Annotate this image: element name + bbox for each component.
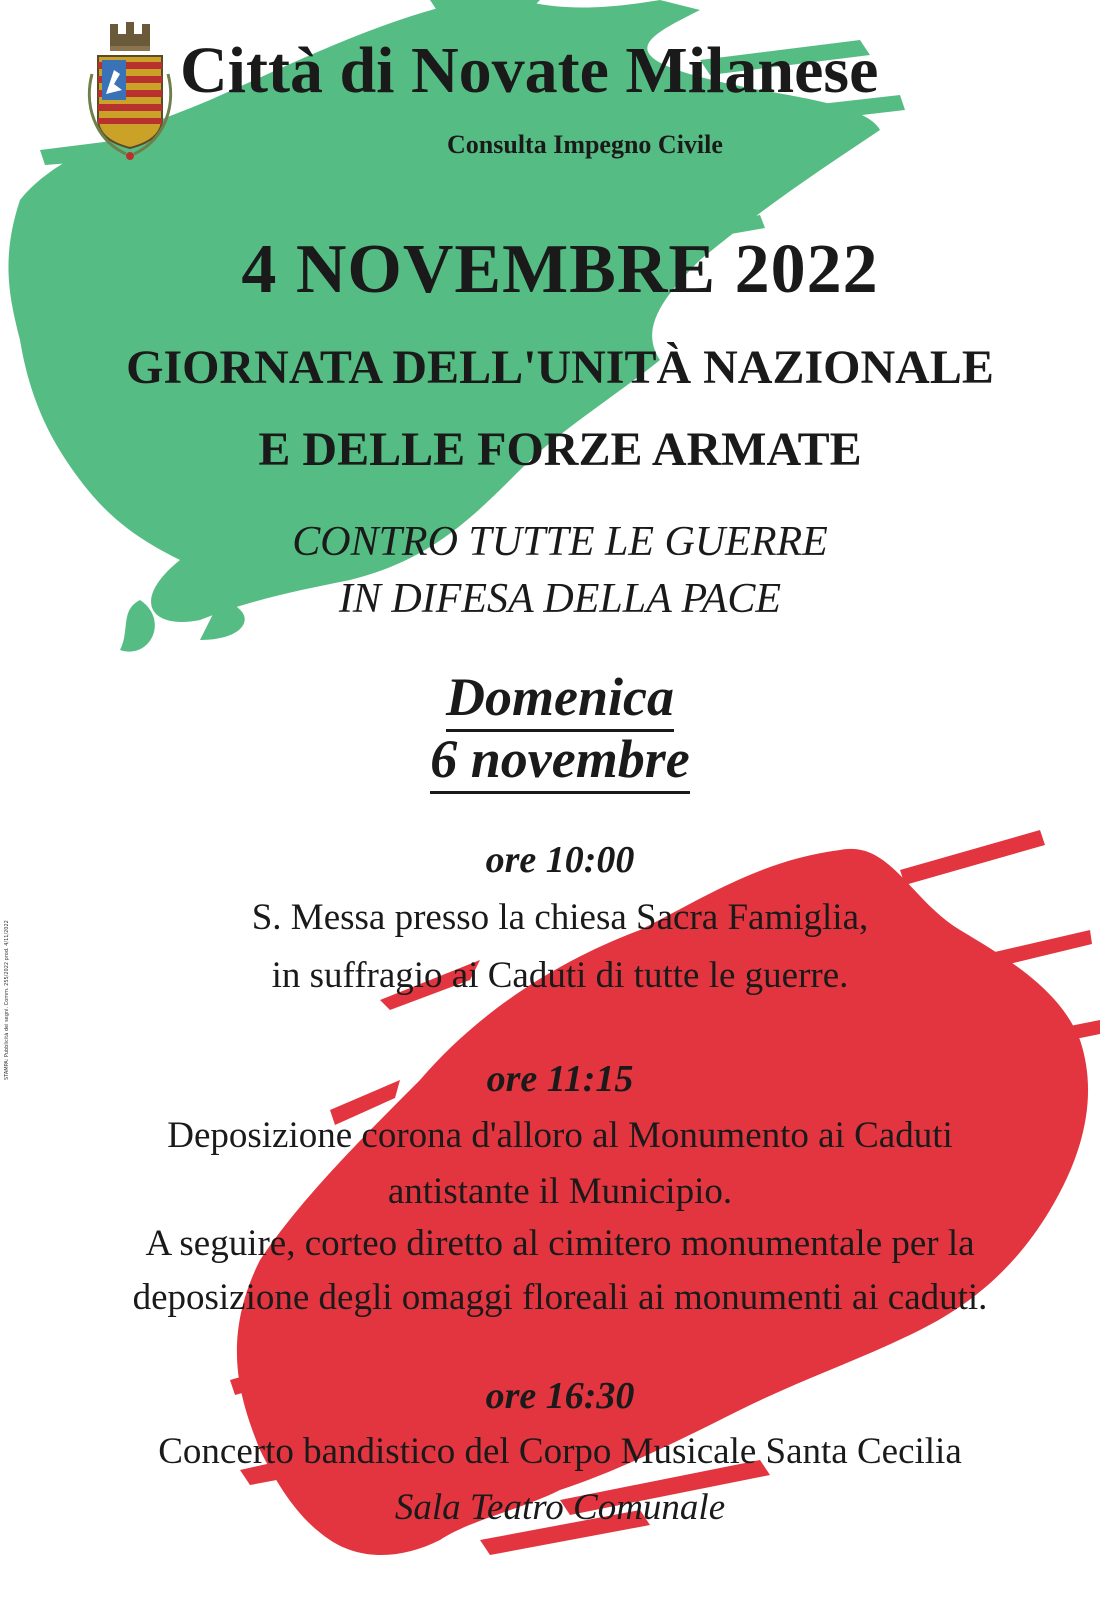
event-name-line2: E DELLE FORZE ARMATE — [258, 423, 862, 476]
schedule-desc-2-line4: deposizione degli omaggi floreali ai monumenti ai caduti. — [132, 1277, 988, 1318]
schedule-desc-1-line2: in suffragio ai Caduti di tutte le guerre. — [271, 955, 849, 996]
crown-icon — [110, 22, 150, 51]
shield-icon — [98, 56, 162, 148]
organization-subtitle: Consulta Impegno Civile — [447, 130, 723, 159]
schedule-desc-2-line2: antistante il Municipio. — [387, 1171, 733, 1212]
schedule-desc-1-line1: S. Messa presso la chiesa Sacra Famiglia, — [251, 897, 869, 938]
coat-of-arms-icon — [80, 14, 180, 164]
schedule-desc-2-line1: Deposizione corona d'alloro al Monumento ai Caduti — [167, 1115, 953, 1156]
schedule-desc-3-venue: Sala Teatro Comunale — [394, 1487, 726, 1528]
day-line2 — [0, 728, 1120, 790]
day-date: 6 novembre — [430, 729, 689, 794]
day-weekday: Domenica — [446, 667, 674, 732]
schedule-desc-3-line1: Concerto bandistico del Corpo Musicale Santa Cecilia — [158, 1431, 962, 1472]
motto-line2: IN DIFESA DELLA PACE — [338, 576, 782, 622]
event-name-line1: GIORNATA DELL'UNITÀ NAZIONALE — [126, 341, 994, 394]
city-title: Città di Novate Milanese — [180, 34, 879, 107]
schedule-desc-2-line3: A seguire, corteo diretto al cimitero monumentale per la — [145, 1223, 975, 1264]
schedule-time-1: ore 10:00 — [485, 839, 635, 881]
schedule-time-2: ore 11:15 — [486, 1058, 634, 1100]
day-line1 — [0, 666, 1120, 728]
print-note: STAMPA: Pubblicità dei segni. Comm. 255/2022 prod. 4/11/2022 — [4, 920, 10, 1080]
motto-line1: CONTRO TUTTE LE GUERRE — [292, 519, 828, 565]
schedule-time-3: ore 16:30 — [485, 1375, 635, 1417]
event-date-title: 4 NOVEMBRE 2022 — [241, 231, 879, 308]
